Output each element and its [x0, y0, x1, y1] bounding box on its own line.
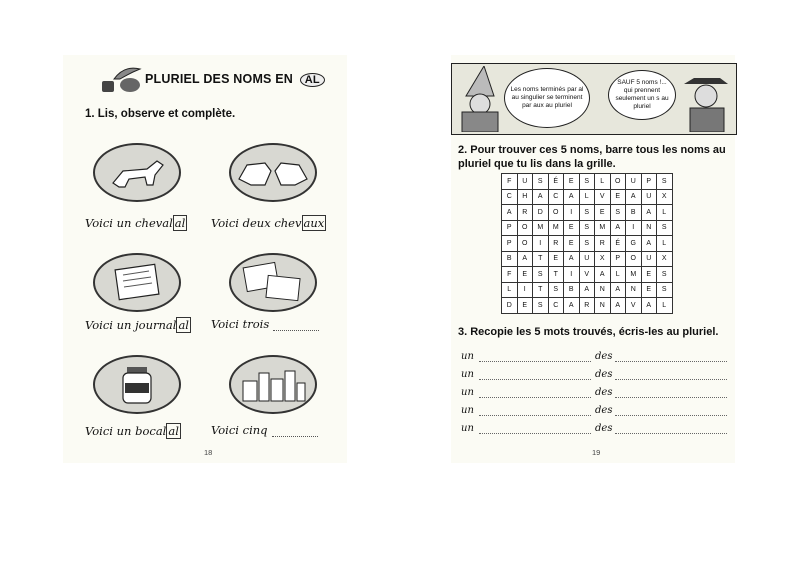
grid-cell[interactable]: P: [502, 220, 518, 236]
singular-answer-line[interactable]: [479, 433, 591, 434]
grid-row: [502, 267, 673, 283]
caption-text: Voici un journal: [85, 318, 177, 332]
grid-cell[interactable]: A: [579, 282, 595, 298]
singular-answer-line[interactable]: [479, 415, 591, 416]
article-des: des: [595, 369, 613, 380]
grid-cell[interactable]: N: [641, 220, 657, 236]
grid-cell[interactable]: S: [579, 205, 595, 221]
grid-cell[interactable]: T: [533, 251, 549, 267]
wizard-icon: [456, 66, 506, 132]
grid-cell[interactable]: A: [564, 251, 580, 267]
grid-row: [502, 298, 673, 314]
grid-cell[interactable]: A: [610, 298, 626, 314]
caption-bocal: [85, 423, 181, 439]
copy-line: [461, 369, 729, 383]
grid-cell[interactable]: T: [548, 267, 564, 283]
grid-cell[interactable]: L: [610, 267, 626, 283]
title-text: PLURIEL DES NOMS EN: [145, 72, 294, 86]
grid-row: [502, 282, 673, 298]
plural-answer-line[interactable]: [615, 379, 727, 380]
article-des: des: [595, 405, 613, 416]
grid-cell[interactable]: É: [610, 236, 626, 252]
grid-row: [502, 174, 673, 190]
grid-cell[interactable]: S: [657, 282, 673, 298]
grid-cell[interactable]: B: [502, 251, 518, 267]
grid-cell[interactable]: D: [502, 298, 518, 314]
grid-cell[interactable]: A: [533, 189, 549, 205]
grid-cell[interactable]: E: [641, 282, 657, 298]
caption-text: Voici un cheval: [85, 216, 173, 230]
grid-cell[interactable]: R: [548, 236, 564, 252]
grid-cell[interactable]: X: [595, 251, 611, 267]
grid-cell[interactable]: É: [548, 174, 564, 190]
answer-line[interactable]: [273, 320, 319, 331]
exercise-3-heading: 3. Recopie les 5 mots trouvés, écris-les au pluriel.: [458, 326, 719, 338]
grid-cell[interactable]: P: [502, 236, 518, 252]
grid-cell[interactable]: I: [533, 236, 549, 252]
left-page: [63, 55, 347, 463]
grid-cell[interactable]: C: [548, 298, 564, 314]
grid-cell[interactable]: A: [502, 205, 518, 221]
answer-box[interactable]: al: [168, 424, 179, 438]
exercise-1-heading: 1. Lis, observe et complète.: [85, 108, 236, 120]
grid-cell[interactable]: M: [533, 220, 549, 236]
answer-box[interactable]: al: [174, 216, 186, 230]
grid-cell[interactable]: D: [533, 205, 549, 221]
grid-cell[interactable]: S: [533, 267, 549, 283]
grid-cell[interactable]: R: [595, 236, 611, 252]
caption-text: Voici deux chev: [211, 216, 302, 230]
grid-cell[interactable]: C: [502, 189, 518, 205]
grid-cell[interactable]: U: [641, 251, 657, 267]
grid-cell[interactable]: A: [564, 189, 580, 205]
grid-cell[interactable]: I: [626, 220, 642, 236]
grid-cell[interactable]: X: [657, 251, 673, 267]
horse-illustration: [93, 143, 181, 202]
plural-answer-line[interactable]: [615, 397, 727, 398]
copy-line: [461, 351, 729, 365]
grid-cell[interactable]: B: [626, 205, 642, 221]
right-page: [451, 55, 735, 463]
grid-cell[interactable]: V: [626, 298, 642, 314]
copy-line: [461, 387, 729, 401]
article-des: des: [595, 423, 613, 434]
word-search-grid: [501, 173, 673, 314]
plural-answer-line[interactable]: [615, 433, 727, 434]
plural-answer-line[interactable]: [615, 415, 727, 416]
grid-cell[interactable]: S: [548, 282, 564, 298]
caption-text: Voici cinq: [211, 423, 268, 437]
comic-banner: [451, 63, 737, 135]
grid-cell[interactable]: M: [626, 267, 642, 283]
exercise-2-heading: 2. Pour trouver ces 5 noms, barre tous les noms au pluriel que tu lis dans la grille.: [458, 144, 726, 170]
grid-cell[interactable]: O: [626, 251, 642, 267]
grid-cell[interactable]: I: [564, 205, 580, 221]
grid-cell[interactable]: A: [626, 189, 642, 205]
grid-cell[interactable]: O: [610, 174, 626, 190]
grid-cell[interactable]: S: [533, 174, 549, 190]
grid-cell[interactable]: E: [564, 174, 580, 190]
grid-cell[interactable]: S: [579, 220, 595, 236]
grid-cell[interactable]: E: [564, 236, 580, 252]
page-title: [145, 72, 325, 87]
answer-box[interactable]: aux: [303, 216, 325, 230]
caption-journal: [85, 317, 191, 333]
grid-cell[interactable]: N: [595, 298, 611, 314]
newspapers-illustration: [229, 253, 317, 312]
grid-cell[interactable]: E: [517, 267, 533, 283]
grid-cell[interactable]: L: [657, 236, 673, 252]
grid-cell[interactable]: M: [595, 220, 611, 236]
singular-answer-line[interactable]: [479, 397, 591, 398]
article-des: des: [595, 387, 613, 398]
article-un: un: [461, 369, 474, 380]
copy-line: [461, 405, 729, 419]
grid-cell[interactable]: L: [579, 189, 595, 205]
jar-illustration: [93, 355, 181, 414]
grid-cell[interactable]: S: [579, 236, 595, 252]
plural-answer-line[interactable]: [615, 361, 727, 362]
article-un: un: [461, 351, 474, 362]
grid-cell[interactable]: S: [657, 220, 673, 236]
caption-text: Voici trois: [211, 317, 270, 331]
grid-cell[interactable]: P: [641, 174, 657, 190]
inkwell-quill-icon: [100, 63, 144, 95]
grid-row: [502, 236, 673, 252]
grid-cell[interactable]: G: [626, 236, 642, 252]
grid-cell[interactable]: E: [641, 267, 657, 283]
grid-cell[interactable]: R: [579, 298, 595, 314]
grid-cell[interactable]: F: [502, 267, 518, 283]
grid-cell[interactable]: I: [517, 282, 533, 298]
grid-row: [502, 220, 673, 236]
singular-answer-line[interactable]: [479, 361, 591, 362]
grid-cell[interactable]: V: [595, 189, 611, 205]
article-un: un: [461, 405, 474, 416]
grid-cell[interactable]: A: [641, 236, 657, 252]
grid-row: [502, 189, 673, 205]
grid-cell[interactable]: U: [517, 174, 533, 190]
grid-cell[interactable]: A: [610, 282, 626, 298]
grid-cell[interactable]: N: [595, 282, 611, 298]
grid-cell[interactable]: V: [579, 267, 595, 283]
grid-cell[interactable]: X: [657, 189, 673, 205]
caption-chevaux: [211, 215, 326, 231]
grid-cell[interactable]: E: [610, 189, 626, 205]
caption-text: Voici un bocal: [85, 424, 167, 438]
grid-cell[interactable]: A: [610, 220, 626, 236]
grid-cell[interactable]: O: [517, 220, 533, 236]
article-un: un: [461, 387, 474, 398]
grid-cell[interactable]: S: [533, 298, 549, 314]
grid-cell[interactable]: T: [533, 282, 549, 298]
witch-icon: [680, 66, 732, 132]
grid-cell[interactable]: R: [517, 205, 533, 221]
grid-cell[interactable]: I: [564, 267, 580, 283]
grid-cell[interactable]: A: [517, 251, 533, 267]
grid-cell[interactable]: C: [548, 189, 564, 205]
grid-cell[interactable]: U: [626, 174, 642, 190]
grid-cell[interactable]: H: [517, 189, 533, 205]
grid-cell[interactable]: L: [657, 205, 673, 221]
grid-cell[interactable]: L: [595, 174, 611, 190]
article-un: un: [461, 423, 474, 434]
caption-trois: [211, 317, 319, 331]
grid-cell[interactable]: S: [610, 205, 626, 221]
title-highlight: AL: [300, 73, 325, 87]
grid-cell[interactable]: E: [564, 220, 580, 236]
grid-cell[interactable]: E: [517, 298, 533, 314]
grid-cell[interactable]: E: [548, 251, 564, 267]
singular-answer-line[interactable]: [479, 379, 591, 380]
grid-cell[interactable]: O: [548, 205, 564, 221]
grid-cell[interactable]: N: [626, 282, 642, 298]
jars-illustration: [229, 355, 317, 414]
caption-cheval: [85, 215, 187, 231]
grid-cell[interactable]: B: [564, 282, 580, 298]
page-number: 19: [592, 448, 601, 457]
grid-cell[interactable]: E: [595, 205, 611, 221]
grid-cell[interactable]: S: [579, 174, 595, 190]
grid-cell[interactable]: A: [564, 298, 580, 314]
grid-cell[interactable]: F: [502, 174, 518, 190]
grid-cell[interactable]: U: [641, 189, 657, 205]
answer-box[interactable]: al: [178, 318, 189, 332]
grid-cell[interactable]: A: [641, 205, 657, 221]
caption-cinq: [211, 423, 318, 437]
grid-cell[interactable]: O: [517, 236, 533, 252]
grid-cell[interactable]: M: [548, 220, 564, 236]
newspaper-illustration: [93, 253, 181, 312]
article-des: des: [595, 351, 613, 362]
speech-bubble-right: SAUF 5 noms !... qui prennent seulement un s au pluriel: [608, 70, 676, 120]
two-horses-illustration: [229, 143, 317, 202]
copy-line: [461, 423, 729, 437]
speech-bubble-left: Les noms terminés par al au singulier se terminent par aux au pluriel: [504, 68, 590, 128]
page-number: 18: [204, 448, 213, 457]
grid-cell[interactable]: A: [595, 267, 611, 283]
grid-cell[interactable]: S: [657, 267, 673, 283]
grid-cell[interactable]: A: [641, 298, 657, 314]
grid-cell[interactable]: L: [502, 282, 518, 298]
grid-cell[interactable]: L: [657, 298, 673, 314]
grid-row: [502, 205, 673, 221]
answer-line[interactable]: [272, 426, 318, 437]
grid-cell[interactable]: S: [657, 174, 673, 190]
grid-row: [502, 251, 673, 267]
grid-cell[interactable]: U: [579, 251, 595, 267]
grid-cell[interactable]: P: [610, 251, 626, 267]
